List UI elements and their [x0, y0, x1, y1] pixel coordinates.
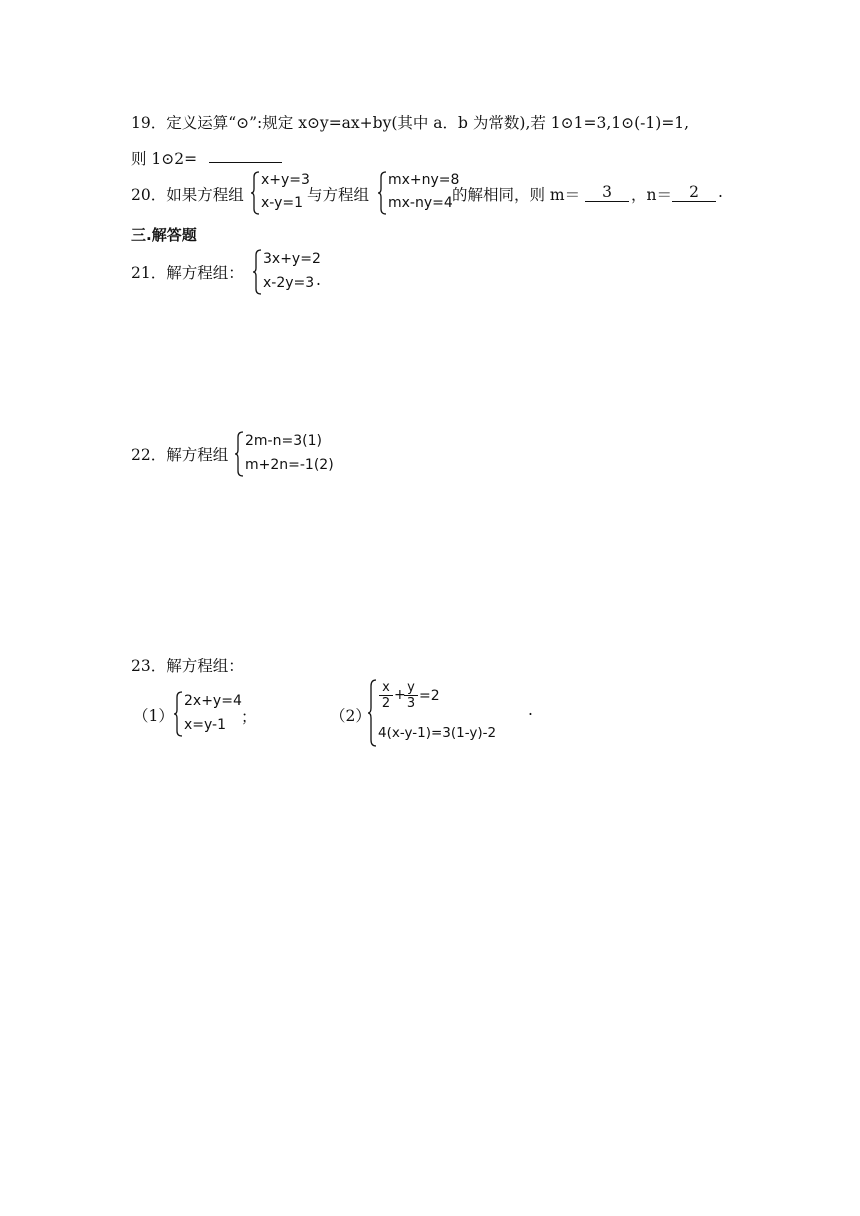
- q20-sys2-eq1: mx+ny=8: [388, 172, 460, 188]
- section-title: 三.解答题: [131, 226, 197, 244]
- brace-icon: [252, 249, 262, 295]
- q21-eq2: x-2y=3: [263, 275, 315, 291]
- q20-period: .: [718, 183, 723, 201]
- q21-period: .: [316, 271, 321, 289]
- brace-icon: [250, 171, 260, 215]
- q20-sys2-eq2: mx-ny=4: [388, 195, 453, 211]
- q20-m-answer[interactable]: 3: [585, 183, 629, 202]
- q20-comma: ，n＝: [631, 186, 672, 204]
- q21-label: 21．解方程组：: [131, 264, 244, 282]
- q23-part2-end: .: [528, 701, 533, 719]
- brace-icon: [234, 431, 244, 477]
- q20-prefix: 20．如果方程组: [131, 186, 244, 204]
- q20-sys1-eq2: x-y=1: [261, 195, 304, 211]
- q23-part2-frac-y: y 3: [404, 680, 418, 711]
- q20-system1: [250, 171, 312, 215]
- q20-sys1-eq1: x+y=3: [261, 172, 310, 188]
- q19-line1: 19．定义运算“⊙”:规定 x⊙y=ax+by(其中 a．b 为常数),若 1⊙1=3,1⊙(-1)=1,: [131, 114, 690, 132]
- q19-answer-blank[interactable]: [209, 162, 282, 163]
- q19-line2: 则 1⊙2=: [131, 150, 198, 168]
- q21-eq1: 3x+y=2: [263, 251, 321, 267]
- q20-suffix: 的解相同，则 m＝: [452, 186, 581, 204]
- q23-part1-eq1: 2x+y=4: [184, 693, 242, 709]
- q22-label: 22．解方程组: [131, 446, 229, 464]
- q23-label: 23．解方程组：: [131, 657, 244, 675]
- q23-part1-end: ；: [241, 708, 257, 726]
- q23-part1-eq2: x=y-1: [184, 717, 227, 733]
- q23-part2-eq2: 4(x-y-1)=3(1-y)-2: [378, 725, 497, 741]
- q20-system2: [377, 171, 460, 215]
- q22-eq2: m+2n=-1(2): [245, 457, 334, 473]
- brace-icon: [377, 171, 387, 215]
- q22-system: [234, 431, 344, 477]
- q21-system: [252, 249, 322, 295]
- q23-part2-plus: +: [394, 687, 406, 703]
- q23-part2-label: （2）: [330, 707, 371, 725]
- q23-part2-eq1-rest: =2: [419, 688, 440, 704]
- q22-eq1: 2m-n=3(1): [245, 433, 322, 449]
- q20-middle: 与方程组: [307, 186, 370, 204]
- brace-icon: [173, 691, 183, 737]
- q23-part1-label: （1）: [133, 707, 174, 725]
- q20-n-answer[interactable]: 2: [672, 183, 716, 202]
- q23-part2-frac-x: x 2: [379, 680, 393, 711]
- brace-icon: [367, 679, 377, 747]
- q23-part2-system: [367, 679, 532, 747]
